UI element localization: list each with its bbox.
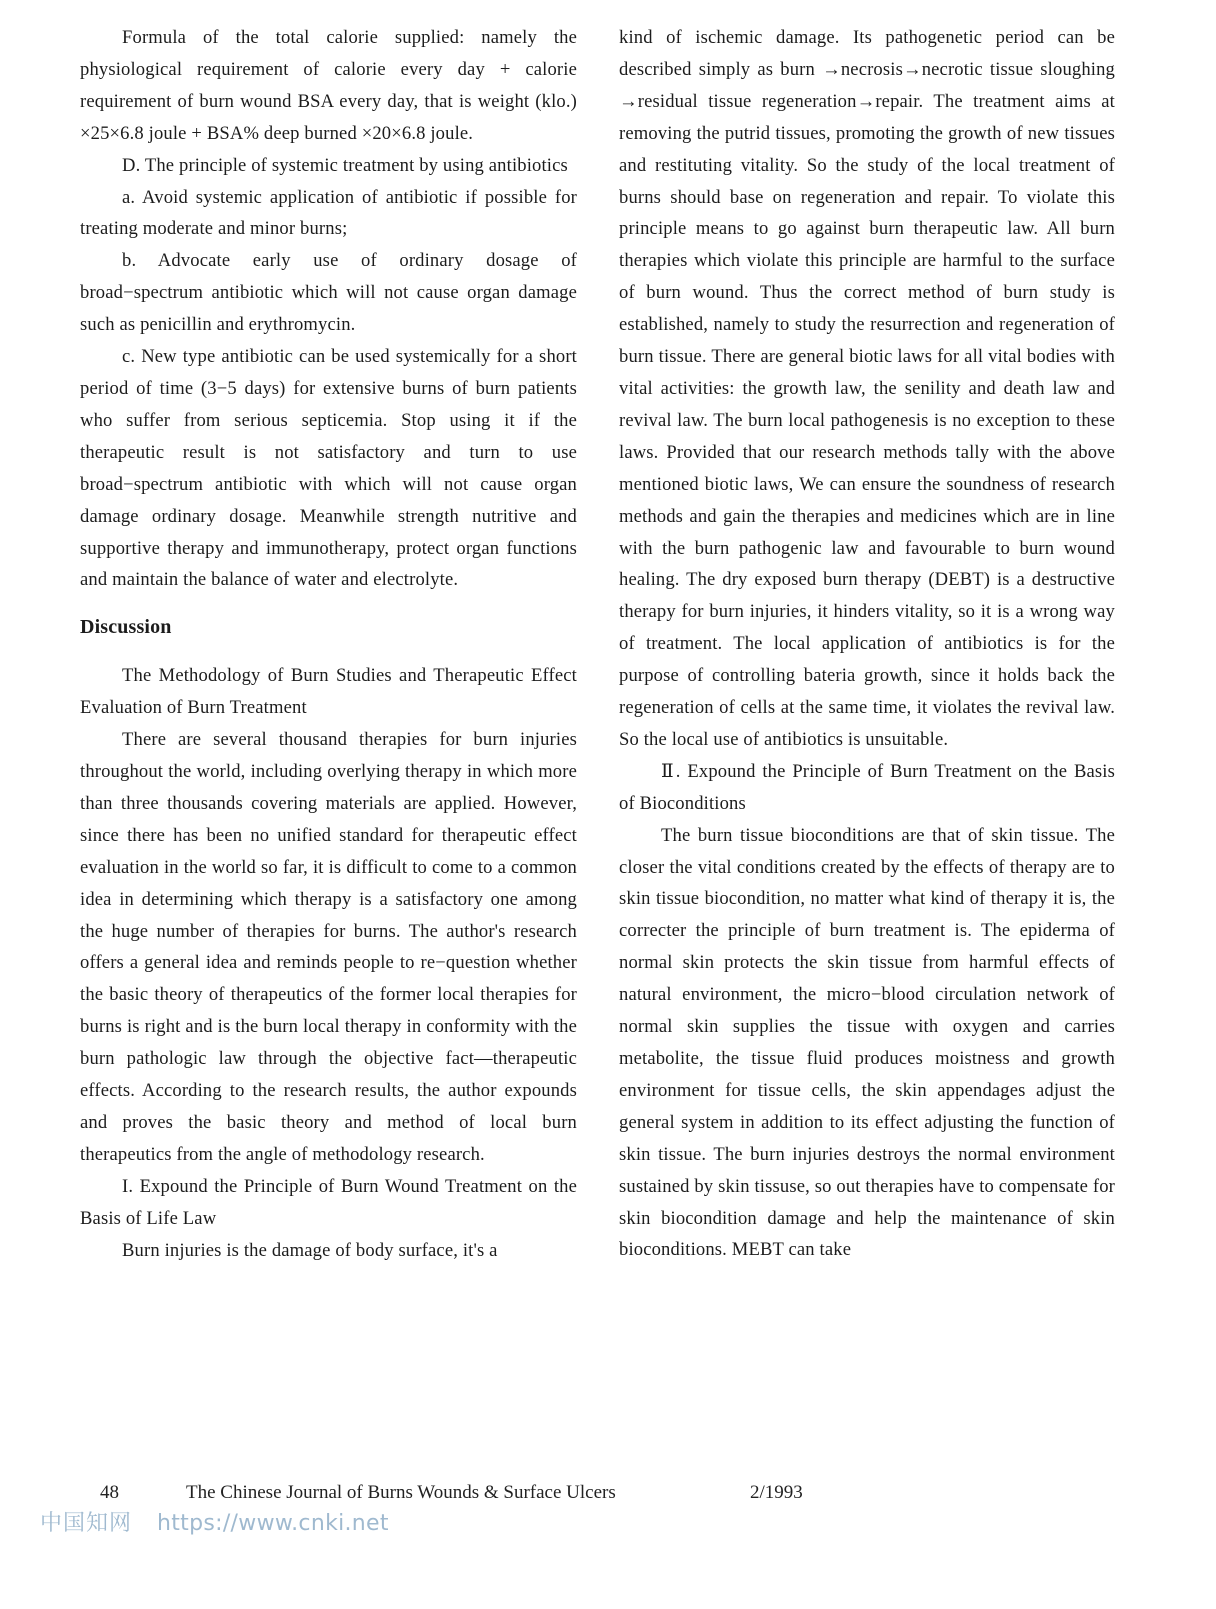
watermark-brand: 中国知网 bbox=[40, 1511, 133, 1536]
subheading-bioconditions: Ⅱ. Expound the Principle of Burn Treatment on the Basis of Bioconditions bbox=[619, 760, 1115, 814]
watermark-url: https://www.cnki.net bbox=[157, 1511, 389, 1536]
cnki-watermark bbox=[40, 1506, 389, 1537]
paragraph-antibiotic-principle: D. The principle of systemic treatment by using antibiotics bbox=[122, 154, 568, 176]
paragraph-burn-injuries-start: Burn injuries is the damage of body surface, it's a bbox=[122, 1239, 498, 1261]
paragraph-skin-bioconditions: The burn tissue bioconditions are that of skin tissue. The closer the vital conditions created by the effects of therapy are to skin tissue biocondition, no matter what kind of therapy it is, the correcter the principle of burn treatment is. The epiderma of normal skin protects the skin tissue from harmful effects of natural environment, the micro−blood circulation network of normal skin supplies the tissue with oxygen and carries metabolite, the tissue fluid produces moistness and growth environment for tissue cells, the skin appendages adjust the general system in addition to its effect adjusting the function of skin tissue. The burn injuries destroys the normal environment sustained by skin tissuse, so out therapies have to compensate for skin biocondition damage and help the maintenance of skin bioconditions. MEBT can take bbox=[619, 824, 1115, 1261]
paragraph-ischemic-damage: kind of ischemic damage. Its pathogenetic period can be described simply as burn →necrosis→necrotic tissue sloughing →residual tissue regeneration→repair. The treatment aims at removing the putrid tissues, promoting the growth of new tissues and restituting vitality. So the study of the local treatment of burns should base on regeneration and repair. To violate this principle means to go against burn therapeutic law. All burn therapies which violate this principle are harmful to the surface of burn wound. Thus the correct method of burn study is established, namely to study the resurrection and regeneration of burn tissue. There are general biotic laws for all vital bodies with vital activities: the growth law, the senility and death law and revival law. The burn local pathogenesis is no exception to these laws. Provided that our research methods tally with the above mentioned biotic laws, We can ensure the soundness of research methods and gain the therapies and medicines which are in line with the burn pathogenic law and favourable to burn wound healing. The dry exposed burn therapy (DEBT) is a destructive therapy for burn injuries, it hinders vitality, so it is a wrong way of treatment. The local application of antibiotics is for the purpose of controlling bateria growth, since it holds back the regeneration of cells at the same time, it violates the revival law. So the local use of antibiotics is unsuitable. bbox=[619, 27, 1115, 750]
paragraph-therapies-overview: There are several thousand therapies for burn injuries throughout the world, including overlying therapy in which more than three thousands covering materials are applied. However, since there has been no unified standard for therapeutic effect evaluation in the world so far, it is difficult to come to a common idea in determining which therapy is a satisfactory one among the huge number of therapies for burns. The author's research offers a general idea and reminds people to re−question whether the basic theory of therapeutics of the former local therapies for burns is right and is the burn local therapy in conformity with the burn pathologic law through the objective fact—therapeutic effects. According to the research results, the author expounds and proves the basic theory and method of local burn therapeutics from the angle of methodology research. bbox=[80, 729, 577, 1165]
subheading-life-law: I. Expound the Principle of Burn Wound Treatment on the Basis of Life Law bbox=[80, 1175, 577, 1229]
issue-number: 2/1993 bbox=[750, 1482, 803, 1503]
left-column bbox=[80, 22, 577, 1267]
paragraph-item-c: c. New type antibiotic can be used systemically for a short period of time (3−5 days) for extensive burns of burn patients who suffer from serious septicemia. Stop using it if the therapeutic result is not satisfactory and turn to use broad−spectrum antibiotic with which will not cause organ damage ordinary dosage. Meanwhile strength nutritive and supportive therapy and immunotherapy, protect organ functions and maintain the balance of water and electrolyte. bbox=[80, 346, 577, 591]
paragraph-calorie-formula: Formula of the total calorie supplied: namely the physiological requirement of calorie every day + calorie requirement of burn wound BSA every day, that is weight (klo.) ×25×6.8 joule + BSA% deep burned ×20×6.8 joule. bbox=[80, 27, 577, 144]
right-column bbox=[619, 22, 1115, 1266]
journal-name: The Chinese Journal of Burns Wounds & Surface Ulcers bbox=[186, 1482, 616, 1503]
paragraph-item-a: a. Avoid systemic application of antibiotic if possible for treating moderate and minor burns; bbox=[80, 186, 577, 240]
subheading-methodology: The Methodology of Burn Studies and Therapeutic Effect Evaluation of Burn Treatment bbox=[80, 665, 577, 719]
paragraph-item-b: b. Advocate early use of ordinary dosage of broad−spectrum antibiotic which will not cause organ damage such as penicillin and erythromycin. bbox=[80, 250, 577, 336]
section-heading-discussion: Discussion bbox=[80, 616, 172, 639]
page-number: 48 bbox=[100, 1482, 119, 1503]
